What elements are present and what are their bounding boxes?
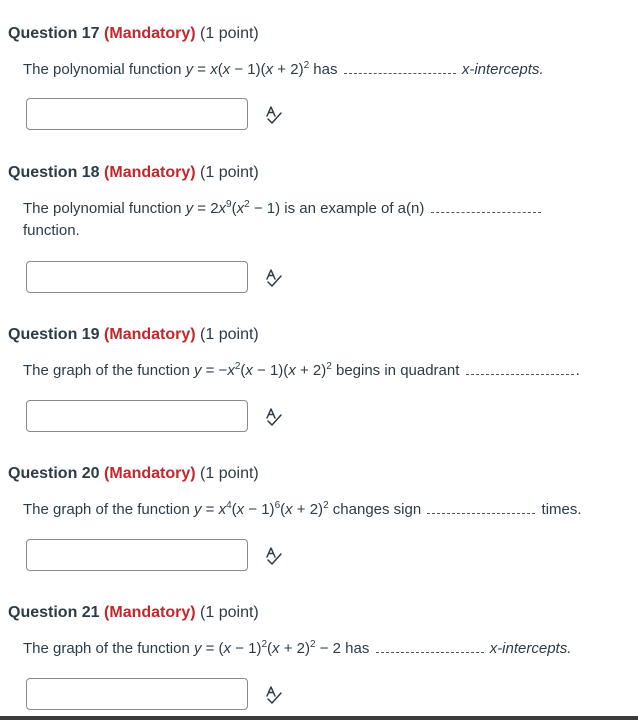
question-prefix: The graph of the function: [23, 640, 194, 657]
answer-input[interactable]: [26, 539, 248, 571]
question-mid: changes sign: [328, 501, 426, 518]
question-prefix: The graph of the function: [23, 362, 194, 379]
question-text: [23, 638, 623, 660]
question-header: [8, 24, 259, 44]
points-label: (1 point): [200, 326, 259, 343]
mandatory-label: (Mandatory): [104, 164, 196, 181]
answer-blank: [427, 499, 535, 514]
question-mid: begins in quadrant: [331, 362, 464, 379]
question-text: [23, 198, 623, 242]
answer-input[interactable]: [26, 400, 248, 432]
points-label: (1 point): [200, 164, 259, 181]
spell-check-icon[interactable]: [264, 685, 284, 705]
question-mid: is an example of a(n): [280, 200, 429, 217]
question-text: [23, 360, 623, 382]
answer-input[interactable]: [26, 678, 248, 710]
mandatory-label: (Mandatory): [104, 604, 196, 621]
answer-blank: [376, 638, 484, 653]
question-mid: has: [340, 640, 374, 657]
question-header: [8, 325, 259, 345]
bottom-divider: [0, 716, 638, 720]
equation: $y = x(x - 1)(x + 2)^2$ has: [185, 60, 338, 78]
mandatory-label: (Mandatory): [104, 465, 196, 482]
points-label: (1 point): [200, 465, 259, 482]
question-text: [23, 499, 623, 521]
question-prefix: The polynomial function: [23, 61, 186, 78]
equation: $y = (x - 1)^2(x + 2)^2 - 2$: [193, 639, 341, 657]
question-end: .: [575, 362, 580, 379]
spell-check-icon[interactable]: [264, 407, 284, 427]
question-title: Question 20: [8, 465, 100, 482]
equation: $y = 2x^9(x^2 - 1)$: [185, 199, 281, 217]
question-title: Question 17: [8, 25, 100, 42]
question-title: Question 21: [8, 604, 100, 621]
points-label: (1 point): [200, 604, 259, 621]
question-prefix: The graph of the function: [23, 501, 194, 518]
spell-check-icon[interactable]: [264, 546, 284, 566]
question-line2: function.: [23, 222, 80, 239]
spell-check-icon[interactable]: [264, 105, 284, 125]
question-text: [23, 59, 623, 81]
spell-check-icon[interactable]: [264, 268, 284, 288]
answer-blank: [344, 59, 456, 74]
answer-input[interactable]: [26, 261, 248, 293]
equation: $y = -x^2(x - 1)(x + 2)^2$: [193, 361, 332, 379]
question-header: [8, 603, 259, 623]
equation: $y = x^4(x - 1)^6(x + 2)^2$: [193, 500, 329, 518]
question-header: [8, 464, 259, 484]
question-title: Question 18: [8, 164, 100, 181]
answer-input[interactable]: [26, 98, 248, 130]
mandatory-label: (Mandatory): [104, 25, 196, 42]
question-title: Question 19: [8, 326, 100, 343]
question-end: x-intercepts.: [489, 640, 572, 657]
question-header: [8, 163, 259, 183]
question-prefix: The polynomial function: [23, 200, 186, 217]
points-label: (1 point): [200, 25, 259, 42]
question-end: times.: [541, 501, 582, 518]
answer-blank: [431, 198, 541, 213]
question-suffix: x-intercepts.: [461, 61, 544, 78]
mandatory-label: (Mandatory): [104, 326, 196, 343]
answer-blank: [466, 360, 574, 375]
